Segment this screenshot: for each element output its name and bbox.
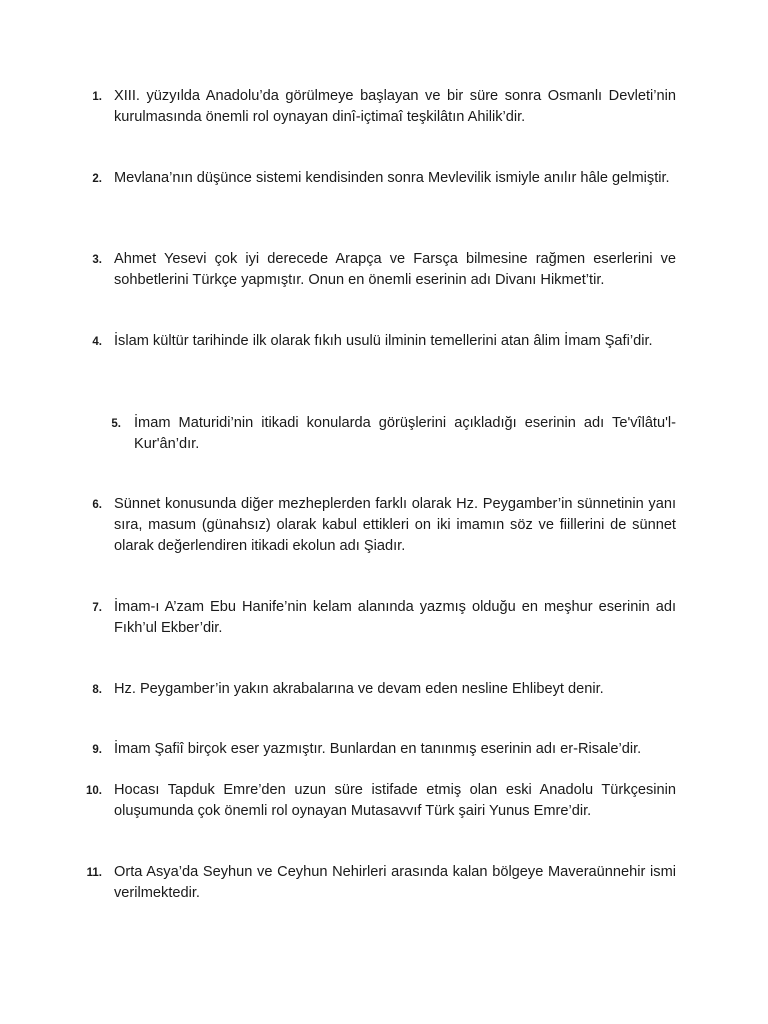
list-item xyxy=(92,168,676,189)
list-item xyxy=(92,86,676,128)
list-item xyxy=(92,249,676,291)
item-text: İmam Maturidi’nin itikadi konularda görüşlerini açıkladığı eserinin adı Te'vîlâtu'l-Kur'ân’dır. xyxy=(134,415,676,452)
item-text: İmam Şafiî birçok eser yazmıştır. Bunlardan en tanınmış eserinin adı er-Risale’dir. xyxy=(114,741,642,757)
item-number: 3. xyxy=(92,254,102,266)
item-text: İmam-ı A’zam Ebu Hanife’nin kelam alanında yazmış olduğu en meşhur eserinin adı Fıkh’ul Ekber’dir. xyxy=(114,599,676,636)
item-number: 7. xyxy=(92,602,102,614)
list-item xyxy=(92,679,676,700)
list-item xyxy=(111,413,676,455)
list-item xyxy=(92,597,676,639)
item-number: 9. xyxy=(92,744,102,756)
list-item xyxy=(92,739,676,760)
item-number: 10. xyxy=(86,785,102,797)
item-text: Orta Asya’da Seyhun ve Ceyhun Nehirleri arasında kalan bölgeye Maveraünnehir ismi verilmektedir. xyxy=(114,864,676,901)
list-item xyxy=(92,331,676,352)
item-number: 1. xyxy=(92,91,102,103)
list-item xyxy=(86,862,676,904)
item-number: 6. xyxy=(92,499,102,511)
item-text: Sünnet konusunda diğer mezheplerden farklı olarak Hz. Peygamber’in sünnetinin yanı sıra, masum (günahsız) olarak kabul ettikleri on iki imamın söz ve fiillerini de sünnet olarak değerlendiren itikadi ekolun adı Şiadır. xyxy=(114,496,676,554)
item-number: 11. xyxy=(86,867,102,879)
item-number: 8. xyxy=(92,684,102,696)
item-text: Mevlana’nın düşünce sistemi kendisinden sonra Mevlevilik ismiyle anılır hâle gelmiştir. xyxy=(114,170,670,186)
item-number: 5. xyxy=(111,418,121,430)
item-text: XIII. yüzyılda Anadolu’da görülmeye başlayan ve bir süre sonra Osmanlı Devleti’nin kurulmasında önemli rol oynayan dinî-içtimaî teşkilâtın Ahilik’dir. xyxy=(114,88,676,125)
item-text: Hz. Peygamber’in yakın akrabalarına ve devam eden nesline Ehlibeyt denir. xyxy=(114,681,604,697)
item-text: Ahmet Yesevi çok iyi derecede Arapça ve Farsça bilmesine rağmen eserlerini ve sohbetlerini Türkçe yapmıştır. Onun en önemli eserinin adı Divanı Hikmet’tir. xyxy=(114,251,676,288)
item-number: 2. xyxy=(92,173,102,185)
list-item xyxy=(86,780,676,822)
list-item xyxy=(92,494,676,557)
item-text: Hocası Tapduk Emre’den uzun süre istifade etmiş olan eski Anadolu Türkçesinin oluşumunda çok önemli rol oynayan Mutasavvıf Türk şairi Yunus Emre’dir. xyxy=(114,782,676,819)
item-text: İslam kültür tarihinde ilk olarak fıkıh usulü ilminin temellerini atan âlim İmam Şafi’dir. xyxy=(114,333,653,349)
item-number: 4. xyxy=(92,336,102,348)
